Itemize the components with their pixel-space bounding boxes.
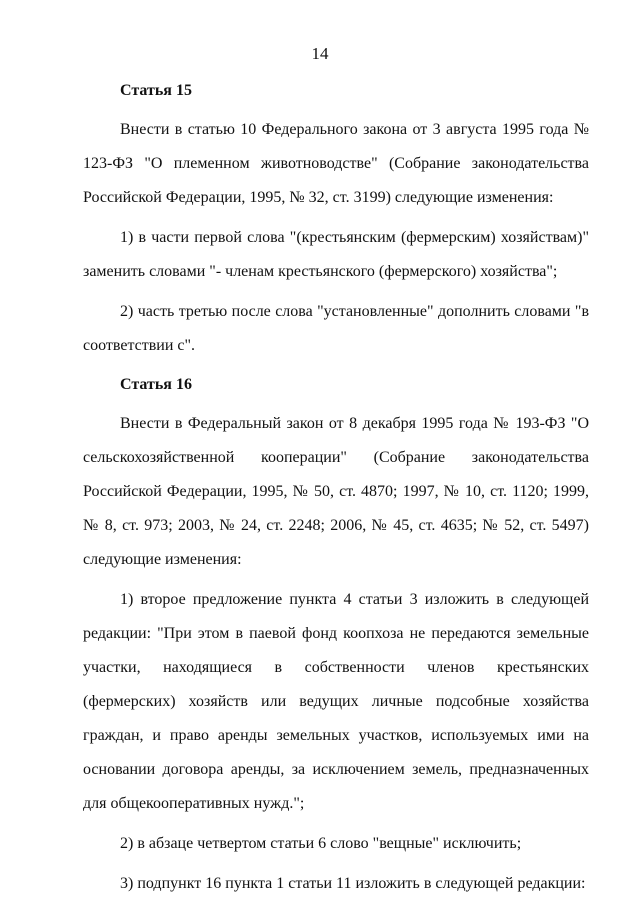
article-15-intro: Внести в статью 10 Федерального закона от 3 августа 1995 года № 123-ФЗ "О племенном животноводстве" (Собрание законодательства Российской Федерации, 1995, № 32, ст. 3199) следующие изменения: — [83, 121, 589, 206]
document-body — [83, 74, 589, 901]
article-15-heading: Статья 15 — [120, 82, 192, 99]
article-16-item-1: 1) второе предложение пункта 4 статьи 3 изложить в следующей редакции: "При этом в паевой фонд коопхоза не передаются земельные участки, находящиеся в собственности членов крестьянских (фермерских) хозяйств или ведущих личные подсобные хозяйства граждан, и право аренды земельных участков, используемых ими на основании договора аренды, за исключением земель, предназначенных для общекооперативных нужд."; — [83, 591, 589, 812]
article-15-item-1: 1) в части первой слова "(крестьянским (фермерским) хозяйствам)" заменить словами "- членам крестьянского (фермерского) хозяйства"; — [83, 229, 589, 280]
article-15-item-2: 2) часть третью после слова "установленные" дополнить словами "в соответствии с". — [83, 303, 589, 354]
article-16-intro: Внести в Федеральный закон от 8 декабря 1995 года № 193-ФЗ "О сельскохозяйственной кооперации" (Собрание законодательства Российской Федерации, 1995, № 50, ст. 4870; 1997, № 10, ст. 1120; 1999, № 8, ст. 973; 2003, № 24, ст. 2248; 2006, № 45, ст. 4635; № 52, ст. 5497) следующие изменения: — [83, 415, 589, 568]
article-16-item-3: 3) подпункт 16 пункта 1 статьи 11 изложить в следующей редакции: — [120, 875, 586, 892]
article-16-heading: Статья 16 — [120, 376, 192, 393]
article-16-item-2: 2) в абзаце четвертом статьи 6 слово "вещные" исключить; — [120, 835, 522, 852]
page-number: 14 — [311, 44, 329, 63]
